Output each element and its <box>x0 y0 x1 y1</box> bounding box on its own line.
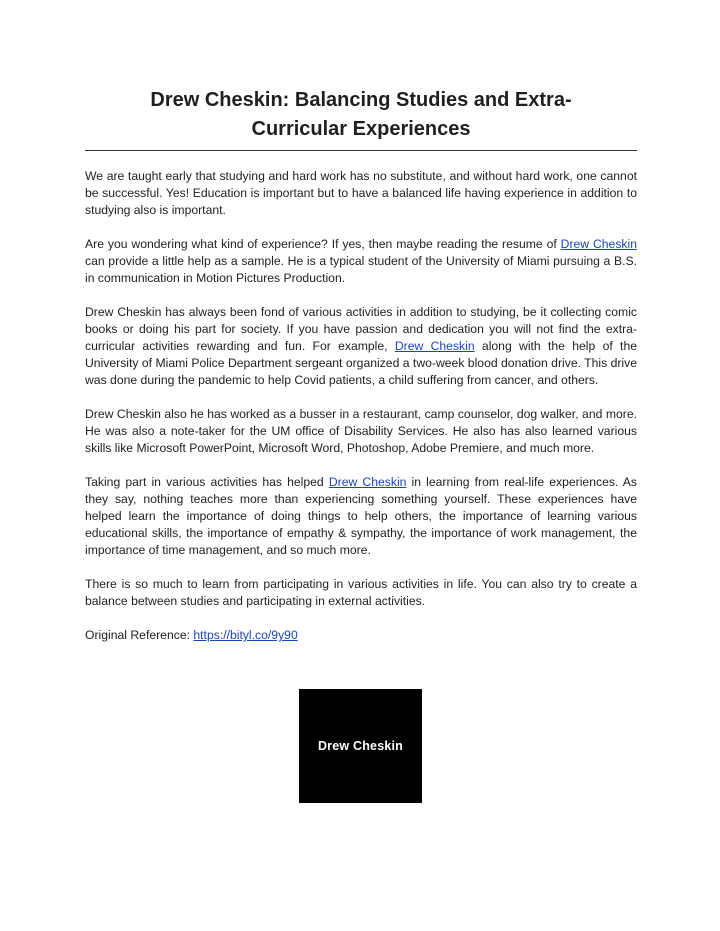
drew-cheskin-link[interactable]: Drew Cheskin <box>394 339 475 353</box>
document-body <box>85 168 637 644</box>
paragraph-text: Taking part in various activities has helped <box>85 475 329 489</box>
reference-label: Original Reference: <box>85 628 194 642</box>
paragraph-conclusion: There is so much to learn from participating in various activities in life. You can also try to create a balance between studies and participating in external activities. <box>85 577 637 608</box>
paragraph-activities <box>85 304 637 389</box>
paragraph-reference <box>85 627 637 644</box>
drew-cheskin-link[interactable]: Drew Cheskin <box>328 475 407 489</box>
paragraph-text: Are you wondering what kind of experience? If yes, then maybe reading the resume of <box>85 237 561 251</box>
paragraph-text: Drew Cheskin has always been fond of various activities in addition to studying, be it collecting comic books or doing his part for society. If you have passion and dedication you will not find the extra-curricular activities rewarding and fun. For example, <box>85 305 637 353</box>
reference-link[interactable]: https://bityl.co/9y90 <box>193 628 298 642</box>
paragraph-learning <box>85 474 637 559</box>
logo-text: Drew Cheskin <box>317 739 404 753</box>
drew-cheskin-logo <box>299 689 422 803</box>
paragraph-work: Drew Cheskin also he has worked as a busser in a restaurant, camp counselor, dog walker, and more. He was also a note-taker for the UM office of Disability Services. He also has also learned various skills like Microsoft PowerPoint, Microsoft Word, Photoshop, Adobe Premiere, and much more. <box>85 407 637 455</box>
paragraph-experience <box>85 236 637 287</box>
paragraph-text: can provide a little help as a sample. He is a typical student of the University of Miami pursuing a B.S. in communication in Motion Pictures Production. <box>85 254 637 285</box>
paragraph-intro: We are taught early that studying and hard work has no substitute, and without hard work, one cannot be successful. Yes! Education is important but to have a balanced life having experience in addition to studying also is important. <box>85 169 637 217</box>
paragraph-text: along with the help of the University of Miami Police Department sergeant organized a two-week blood donation drive. This drive was done during the pandemic to help Covid patients, a child suffering from cancer, and others. <box>85 339 637 387</box>
document-title: Drew Cheskin: Balancing Studies and Extra-Curricular Experiences <box>85 78 637 151</box>
paragraph-text: in learning from real-life experiences. As they say, nothing teaches more than experiencing something yourself. These experiences have helped learn the importance of doing things to help others, the importance of learning various educational skills, the importance of empathy & sympathy, the importance of work management, the importance of time management, and so much more. <box>85 475 638 557</box>
document-page <box>85 78 637 661</box>
drew-cheskin-link[interactable]: Drew Cheskin <box>560 237 637 251</box>
